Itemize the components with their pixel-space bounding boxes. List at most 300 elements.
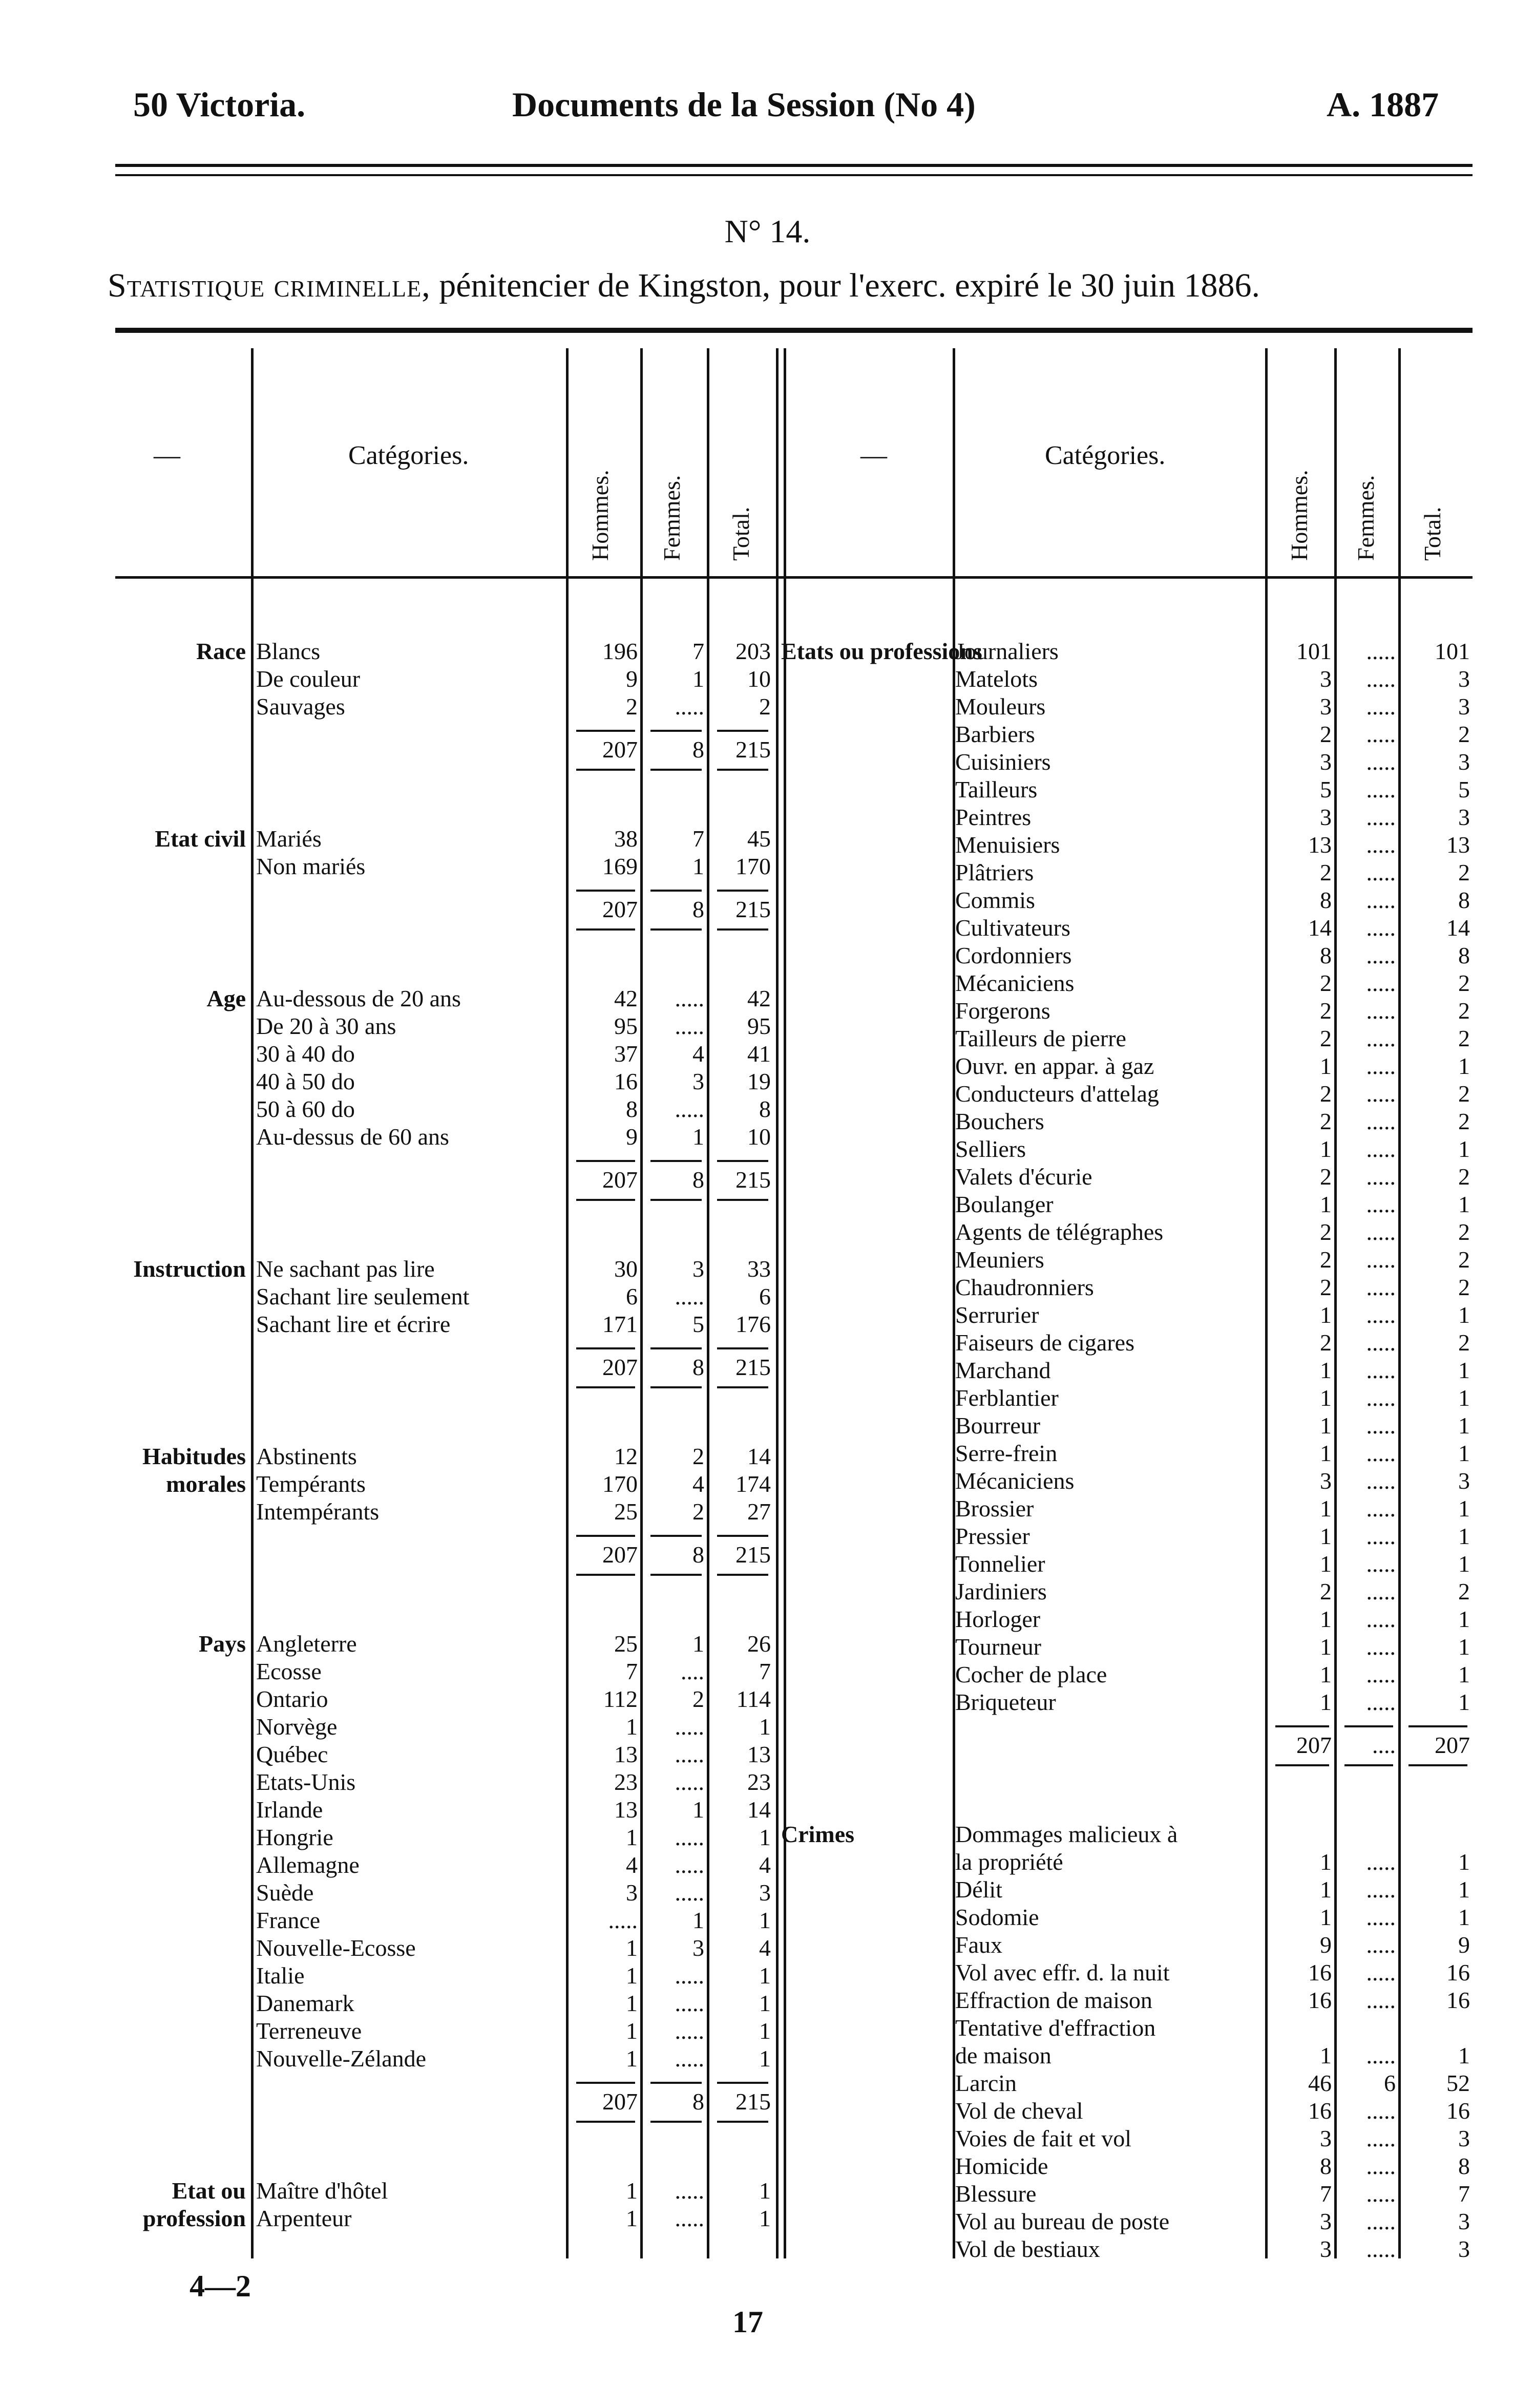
- total-value: 2: [1458, 721, 1470, 747]
- femmes-value: .....: [675, 2205, 704, 2231]
- total-value: 2: [1458, 1578, 1470, 1604]
- total-value: 3: [1458, 666, 1470, 692]
- femmes-value: .....: [675, 693, 704, 720]
- subtotal-total: 215: [735, 896, 771, 922]
- femmes-value: .....: [675, 1852, 704, 1878]
- hommes-value: 2: [1320, 1247, 1332, 1273]
- hommes-value: 1: [1320, 1523, 1332, 1549]
- femmes-value: .....: [1366, 1302, 1396, 1328]
- femmes-value: .....: [675, 1283, 704, 1309]
- femmes-value: ....: [681, 1658, 704, 1684]
- category-name: Journaliers: [955, 638, 1059, 664]
- table-number: N° 14.: [724, 213, 811, 249]
- total-value: 1: [1458, 1904, 1470, 1930]
- heading-femmes-right: Femmes.: [1353, 475, 1379, 561]
- subtotal-rule: [717, 1160, 768, 1162]
- femmes-value: 1: [692, 1631, 704, 1657]
- total-value: 1: [759, 2045, 771, 2072]
- total-value: 2: [1458, 998, 1470, 1024]
- category-name: Suède: [256, 1879, 314, 1906]
- hommes-value: 25: [614, 1498, 638, 1525]
- femmes-value: .....: [1366, 942, 1396, 968]
- category-name: Boulanger: [955, 1191, 1054, 1217]
- category-name: Homicide: [955, 2153, 1048, 2179]
- category-name: Matelots: [955, 666, 1038, 692]
- total-value: 1: [1458, 1849, 1470, 1875]
- total-value: 1: [759, 2018, 771, 2044]
- hommes-value: 1: [1320, 2042, 1332, 2068]
- hommes-value: 3: [1320, 2125, 1332, 2151]
- hommes-value: 2: [1320, 1164, 1332, 1190]
- total-value: 1: [1458, 1053, 1470, 1079]
- category-name: France: [256, 1907, 321, 1933]
- category-name: Barbiers: [955, 721, 1035, 747]
- category-name: Selliers: [955, 1136, 1026, 1162]
- category-name: 50 à 60 do: [256, 1096, 355, 1122]
- femmes-value: .....: [1366, 998, 1396, 1024]
- subtotal-rule: [717, 1574, 768, 1576]
- category-name: Commis: [955, 887, 1035, 913]
- category-name: Vol avec effr. d. la nuit: [955, 1959, 1170, 1985]
- category-name: Larcin: [955, 2070, 1017, 2096]
- category-name: De 20 à 30 ans: [256, 1013, 396, 1039]
- category-name: Menuisiers: [955, 832, 1060, 858]
- heading-total-left: Total.: [728, 506, 754, 561]
- category-name: Tailleurs de pierre: [955, 1025, 1126, 1051]
- hommes-value: 1: [1320, 1661, 1332, 1687]
- femmes-value: .....: [1366, 1440, 1396, 1466]
- signature-mark: 4—2: [190, 2269, 251, 2303]
- subtotal-total: 207: [1435, 1732, 1470, 1758]
- total-value: 8: [1458, 2153, 1470, 2179]
- hommes-value: 1: [1320, 1606, 1332, 1632]
- hommes-value: 13: [1308, 832, 1332, 858]
- category-name: Ferblantier: [955, 1385, 1059, 1411]
- femmes-value: .....: [1366, 1551, 1396, 1577]
- subtotal-rule: [1344, 1764, 1393, 1766]
- hommes-value: 1: [1320, 1551, 1332, 1577]
- femmes-value: .....: [1366, 887, 1396, 913]
- subtotal-rule: [576, 2121, 635, 2123]
- subtotal-total: 215: [735, 1354, 771, 1380]
- category-name: Tailleurs: [955, 776, 1038, 802]
- hommes-value: 2: [1320, 1274, 1332, 1300]
- femmes-value: 1: [692, 1124, 704, 1150]
- category-name: Forgerons: [955, 998, 1050, 1024]
- hommes-value: 16: [614, 1068, 638, 1094]
- subtotal-rule: [717, 1386, 768, 1388]
- page-number: 17: [732, 2305, 763, 2339]
- category-name: Norvège: [256, 1714, 338, 1740]
- table-title: [108, 266, 1490, 305]
- hommes-value: 1: [1320, 1876, 1332, 1903]
- total-value: 27: [747, 1498, 771, 1525]
- subtotal-hommes: 207: [1296, 1732, 1332, 1758]
- hommes-value: 3: [1320, 2208, 1332, 2234]
- category-name: Sachant lire et écrire: [256, 1311, 451, 1337]
- subtotal-rule: [576, 890, 635, 892]
- hommes-value: 1: [1320, 1136, 1332, 1162]
- total-value: 42: [747, 985, 771, 1011]
- total-value: 52: [1446, 2070, 1470, 2096]
- subtotal-rule: [650, 769, 702, 771]
- category-name: Brossier: [955, 1495, 1034, 1522]
- total-value: 3: [1458, 2208, 1470, 2234]
- category-name: Sodomie: [955, 1904, 1039, 1930]
- subtotal-rule: [650, 1535, 702, 1537]
- hommes-value: 1: [626, 2205, 638, 2231]
- femmes-value: .....: [1366, 2153, 1396, 2179]
- subtotal-rule: [650, 2082, 702, 2084]
- category-name: Hongrie: [256, 1824, 333, 1850]
- category-name: De couleur: [256, 666, 361, 692]
- total-value: 26: [747, 1631, 771, 1657]
- femmes-value: .....: [1366, 1385, 1396, 1411]
- hommes-value: 13: [614, 1741, 638, 1767]
- femmes-value: .....: [1366, 1108, 1396, 1134]
- category-name: Plâtriers: [955, 859, 1034, 885]
- hommes-value: 9: [626, 1124, 638, 1150]
- group-label: Etat ou profession: [142, 2178, 246, 2231]
- total-value: 1: [759, 1714, 771, 1740]
- category-name: Bouchers: [955, 1108, 1044, 1134]
- category-name: Mécaniciens: [955, 1468, 1075, 1494]
- category-name: de maison: [955, 2042, 1052, 2068]
- femmes-value: .....: [1366, 915, 1396, 941]
- hommes-value: 95: [614, 1013, 638, 1039]
- subtotal-rule: [650, 1347, 702, 1349]
- femmes-value: 3: [692, 1256, 704, 1282]
- total-value: 3: [1458, 2236, 1470, 2262]
- hommes-value: 16: [1308, 2098, 1332, 2124]
- category-name: Délit: [955, 1876, 1002, 1903]
- femmes-value: .....: [675, 1962, 704, 1989]
- header-rule-bottom: [115, 174, 1473, 176]
- hommes-value: 7: [626, 1658, 638, 1684]
- subtotal-hommes: 207: [602, 1541, 638, 1568]
- hommes-value: 1: [1320, 1849, 1332, 1875]
- hommes-value: 3: [1320, 804, 1332, 830]
- hommes-value: 6: [626, 1283, 638, 1309]
- femmes-value: .....: [675, 1741, 704, 1767]
- femmes-value: .....: [1366, 1495, 1396, 1522]
- hommes-value: 37: [614, 1041, 638, 1067]
- subtotal-rule: [717, 2082, 768, 2084]
- total-value: 1: [1458, 1495, 1470, 1522]
- category-name: Vol au bureau de poste: [955, 2208, 1170, 2234]
- femmes-value: .....: [1366, 1164, 1396, 1190]
- hommes-value: 16: [1308, 1959, 1332, 1985]
- category-name: Marchand: [955, 1357, 1051, 1383]
- femmes-value: .....: [1366, 1136, 1396, 1162]
- heading-categories-left: Catégories.: [348, 441, 469, 470]
- category-name: Mariés: [256, 826, 322, 852]
- category-name: Vol de cheval: [955, 2098, 1083, 2124]
- header-center: Documents de la Session (No 4): [512, 85, 976, 124]
- group-label: Race: [196, 638, 246, 664]
- hommes-value: 9: [626, 666, 638, 692]
- hommes-value: 16: [1308, 1987, 1332, 2013]
- femmes-value: .....: [1366, 2042, 1396, 2068]
- subtotal-hommes: 207: [602, 1167, 638, 1193]
- femmes-value: .....: [1366, 1247, 1396, 1273]
- group-label: Etats ou professions: [781, 638, 982, 664]
- total-value: 2: [1458, 1329, 1470, 1356]
- group-label: Habitudes morales: [142, 1443, 246, 1497]
- group-label: Pays: [199, 1631, 246, 1657]
- category-name: Ecosse: [256, 1658, 322, 1684]
- femmes-value: .....: [1366, 1081, 1396, 1107]
- total-value: 1: [1458, 1551, 1470, 1577]
- hommes-value: 2: [1320, 998, 1332, 1024]
- femmes-value: .....: [1366, 2181, 1396, 2207]
- femmes-value: .....: [675, 2018, 704, 2044]
- subtotal-total: 215: [735, 1167, 771, 1193]
- subtotal-rule: [576, 1386, 635, 1388]
- subtotal-rule: [576, 1199, 635, 1201]
- subtotal-rule: [717, 769, 768, 771]
- subtotal-rule: [717, 2121, 768, 2123]
- total-value: 10: [747, 1124, 771, 1150]
- femmes-value: .....: [1366, 1357, 1396, 1383]
- category-name: Nouvelle-Ecosse: [256, 1935, 416, 1961]
- hommes-value: 1: [1320, 1053, 1332, 1079]
- category-name: Vol de bestiaux: [955, 2236, 1100, 2262]
- total-value: 1: [1458, 1689, 1470, 1715]
- femmes-value: .....: [1366, 1959, 1396, 1985]
- total-value: 2: [759, 693, 771, 720]
- subtotal-rule: [650, 928, 702, 931]
- femmes-value: .....: [1366, 1904, 1396, 1930]
- total-value: 8: [759, 1096, 771, 1122]
- femmes-value: .....: [675, 1013, 704, 1039]
- hommes-value: 1: [626, 1990, 638, 2016]
- heading-hommes-right: Hommes.: [1286, 470, 1312, 561]
- total-value: 203: [735, 638, 771, 664]
- total-value: 1: [1458, 1876, 1470, 1903]
- total-value: 7: [1458, 2181, 1470, 2207]
- table-title-smallcaps: Statistique criminelle,: [108, 267, 431, 304]
- category-name: Intempérants: [256, 1498, 380, 1525]
- category-name: 40 à 50 do: [256, 1068, 355, 1094]
- subtotal-femmes: 8: [692, 896, 704, 922]
- category-name: Jardiniers: [955, 1578, 1047, 1604]
- hommes-value: 8: [1320, 887, 1332, 913]
- total-value: 1: [1458, 1191, 1470, 1217]
- subtotal-femmes: 8: [692, 736, 704, 763]
- subtotal-rule: [650, 1574, 702, 1576]
- femmes-value: .....: [675, 1769, 704, 1795]
- header-right: A. 1887: [1327, 85, 1439, 124]
- total-value: 1: [759, 1824, 771, 1850]
- category-name: Angleterre: [256, 1631, 357, 1657]
- femmes-value: .....: [1366, 1634, 1396, 1660]
- hommes-value: 1: [626, 2045, 638, 2072]
- femmes-value: .....: [1366, 1274, 1396, 1300]
- subtotal-rule: [650, 890, 702, 892]
- total-value: 45: [747, 826, 771, 852]
- hommes-value: 25: [614, 1631, 638, 1657]
- subtotal-rule: [650, 1386, 702, 1388]
- total-value: 1: [1458, 1440, 1470, 1466]
- subtotal-hommes: 207: [602, 736, 638, 763]
- total-value: 6: [759, 1283, 771, 1309]
- total-value: 14: [747, 1797, 771, 1823]
- category-name: Voies de fait et vol: [955, 2125, 1132, 2151]
- femmes-value: 3: [692, 1935, 704, 1961]
- subtotal-rule: [576, 730, 635, 732]
- femmes-value: .....: [1366, 1876, 1396, 1903]
- category-name: Agents de télégraphes: [955, 1219, 1164, 1245]
- column-rule: [784, 348, 786, 2258]
- category-name: Etats-Unis: [256, 1769, 356, 1795]
- femmes-value: .....: [675, 985, 704, 1011]
- subtotal-femmes: 8: [692, 2088, 704, 2115]
- femmes-value: .....: [1366, 2125, 1396, 2151]
- hommes-value: 1: [1320, 1302, 1332, 1328]
- category-name: Tonnelier: [955, 1551, 1045, 1577]
- category-name: Sachant lire seulement: [256, 1283, 470, 1309]
- total-value: 2: [1458, 1081, 1470, 1107]
- category-name: Tentative d'effraction: [955, 2015, 1156, 2041]
- femmes-value: .....: [675, 1879, 704, 1906]
- femmes-value: .....: [1366, 1191, 1396, 1217]
- subtotal-rule: [717, 928, 768, 931]
- total-value: 1: [1458, 1634, 1470, 1660]
- hommes-value: 2: [1320, 859, 1332, 885]
- hommes-value: 2: [1320, 970, 1332, 996]
- total-value: 176: [735, 1311, 771, 1337]
- category-name: Allemagne: [256, 1852, 360, 1878]
- hommes-value: 1: [1320, 1440, 1332, 1466]
- total-value: 8: [1458, 942, 1470, 968]
- subtotal-hommes: 207: [602, 896, 638, 922]
- hommes-value: 3: [1320, 693, 1332, 720]
- subtotal-rule: [576, 1347, 635, 1349]
- total-value: 114: [736, 1686, 771, 1712]
- category-name: Nouvelle-Zélande: [256, 2045, 427, 2072]
- hommes-value: 2: [1320, 1081, 1332, 1107]
- subtotal-rule: [1275, 1764, 1329, 1766]
- hommes-value: 2: [1320, 1025, 1332, 1051]
- femmes-value: 1: [692, 666, 704, 692]
- total-value: 13: [1446, 832, 1470, 858]
- femmes-value: 2: [692, 1443, 704, 1469]
- hommes-value: 112: [603, 1686, 638, 1712]
- total-value: 2: [1458, 1219, 1470, 1245]
- category-name: Cuisiniers: [955, 749, 1051, 775]
- femmes-value: 1: [692, 853, 704, 879]
- femmes-value: .....: [1366, 2098, 1396, 2124]
- hommes-value: 101: [1296, 638, 1332, 664]
- hommes-value: 1: [626, 1935, 638, 1961]
- category-name: Blancs: [256, 638, 321, 664]
- subtotal-femmes: 8: [692, 1541, 704, 1568]
- subtotal-rule: [1408, 1725, 1467, 1727]
- hommes-value: 169: [602, 853, 638, 879]
- category-name: Pressier: [955, 1523, 1030, 1549]
- hommes-value: 3: [1320, 1468, 1332, 1494]
- total-value: 7: [759, 1658, 771, 1684]
- category-name: Irlande: [256, 1797, 323, 1823]
- category-name: Sauvages: [256, 693, 345, 720]
- femmes-value: .....: [1366, 859, 1396, 885]
- hommes-value: 1: [1320, 1191, 1332, 1217]
- category-name: Ouvr. en appar. à gaz: [955, 1053, 1154, 1079]
- hommes-value: 1: [626, 1824, 638, 1850]
- femmes-value: 7: [692, 826, 704, 852]
- heading-dash-left: —: [154, 441, 180, 470]
- group-label: Crimes: [781, 1821, 855, 1847]
- hommes-value: 12: [614, 1443, 638, 1469]
- femmes-value: .....: [1366, 1468, 1396, 1494]
- category-name: Effraction de maison: [955, 1987, 1152, 2013]
- femmes-value: 7: [692, 638, 704, 664]
- category-name: Mécaniciens: [955, 970, 1075, 996]
- group-label: Age: [206, 985, 246, 1011]
- total-value: 1: [759, 1962, 771, 1989]
- header-left: 50 Victoria.: [133, 85, 306, 124]
- subtotal-rule: [576, 2082, 635, 2084]
- category-name: Faiseurs de cigares: [955, 1329, 1134, 1356]
- hommes-value: 9: [1320, 1932, 1332, 1958]
- category-name: Serre-frein: [955, 1440, 1058, 1466]
- category-name: Maître d'hôtel: [256, 2178, 388, 2204]
- subtotal-total: 215: [735, 736, 771, 763]
- femmes-value: .....: [1366, 1219, 1396, 1245]
- femmes-value: .....: [1366, 970, 1396, 996]
- hommes-value: 13: [614, 1797, 638, 1823]
- femmes-value: .....: [1366, 2208, 1396, 2234]
- hommes-value: 3: [1320, 749, 1332, 775]
- subtotal-femmes: ....: [1372, 1732, 1396, 1758]
- femmes-value: .....: [1366, 721, 1396, 747]
- femmes-value: 4: [692, 1471, 704, 1497]
- femmes-value: .....: [1366, 666, 1396, 692]
- hommes-value: 4: [626, 1852, 638, 1878]
- subtotal-femmes: 8: [692, 1354, 704, 1380]
- category-name: Au-dessous de 20 ans: [256, 985, 461, 1011]
- femmes-value: .....: [1366, 1849, 1396, 1875]
- hommes-value: 1: [626, 1714, 638, 1740]
- femmes-value: .....: [1366, 1689, 1396, 1715]
- total-value: 2: [1458, 1274, 1470, 1300]
- subtotal-total: 215: [735, 1541, 771, 1568]
- femmes-value: .....: [1366, 749, 1396, 775]
- total-value: 1: [759, 1907, 771, 1933]
- hommes-value: 30: [614, 1256, 638, 1282]
- category-name: Dommages malicieux à: [955, 1821, 1178, 1847]
- group-label: Etat civil: [155, 826, 246, 852]
- hommes-value: 14: [1308, 915, 1332, 941]
- subtotal-hommes: 207: [602, 2088, 638, 2115]
- hommes-value: 5: [1320, 776, 1332, 802]
- total-value: 4: [759, 1935, 771, 1961]
- category-name: Blessure: [955, 2181, 1037, 2207]
- hommes-value: 1: [626, 2178, 638, 2204]
- subtotal-rule: [717, 1199, 768, 1201]
- total-value: 1: [1458, 2042, 1470, 2068]
- subtotal-rule: [717, 1347, 768, 1349]
- total-value: 95: [747, 1013, 771, 1039]
- femmes-value: .....: [1366, 1025, 1396, 1051]
- femmes-value: .....: [1366, 832, 1396, 858]
- subtotal-rule: [576, 1160, 635, 1162]
- hommes-value: 1: [626, 1962, 638, 1989]
- hommes-value: 38: [614, 826, 638, 852]
- total-value: 33: [747, 1256, 771, 1282]
- hommes-value: 1: [1320, 1689, 1332, 1715]
